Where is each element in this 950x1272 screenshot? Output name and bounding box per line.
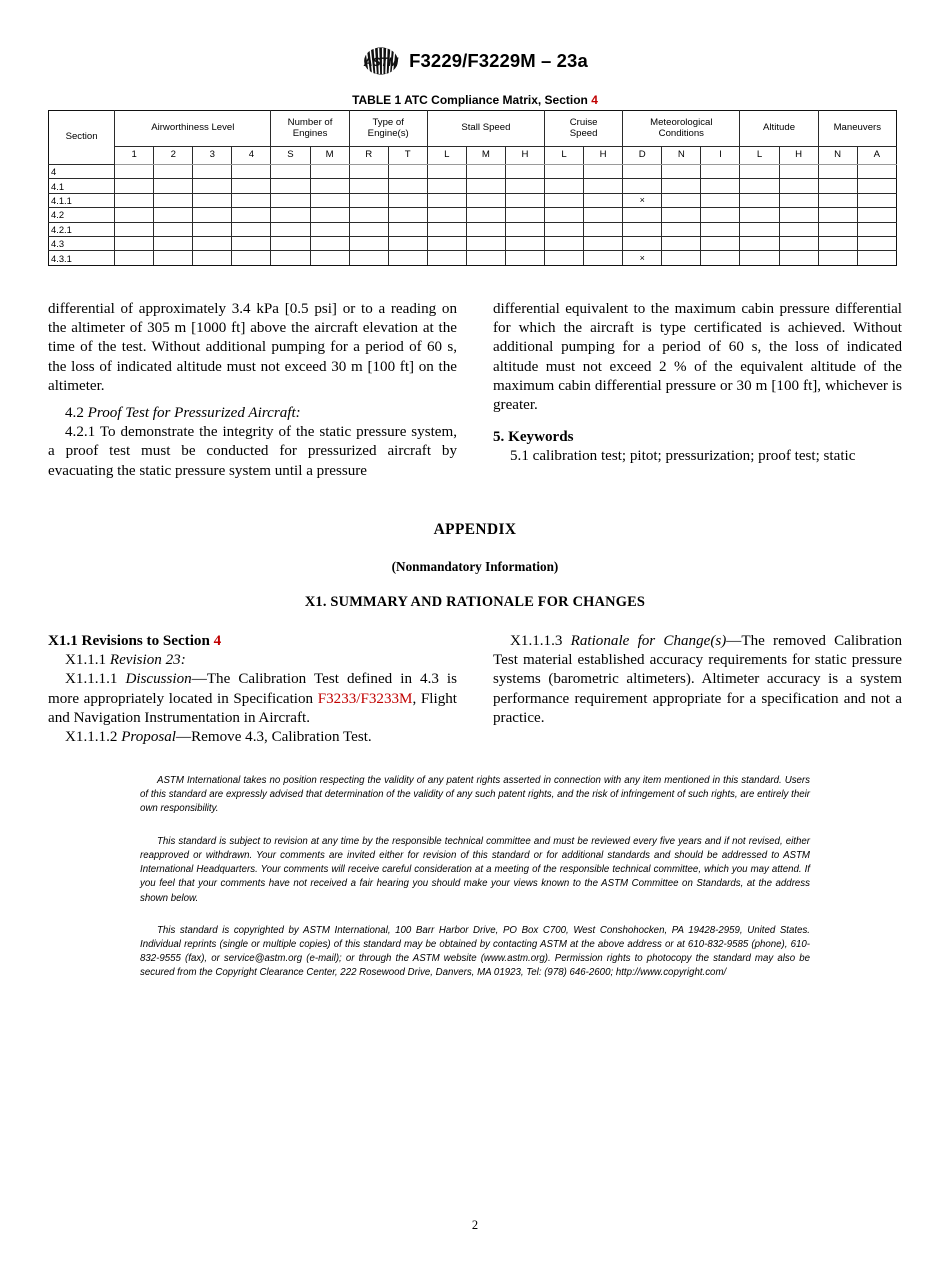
matrix-subheader-s-4: S <box>271 147 310 165</box>
matrix-cell-4.2-A-19 <box>857 208 896 222</box>
matrix-cell-4.2-H-12 <box>584 208 623 222</box>
matrix-row-4.2 <box>49 208 897 222</box>
matrix-cell-4.3-N-14 <box>662 236 701 250</box>
matrix-body <box>49 165 897 266</box>
matrix-cell-4.3-A-19 <box>857 236 896 250</box>
matrix-cell-4.2.1-L-11 <box>545 222 584 236</box>
matrix-cell-4.1.1-S-4 <box>271 193 310 207</box>
legal-copyright-notice <box>140 924 810 981</box>
matrix-cell-4.2-L-16 <box>740 208 779 222</box>
matrix-subheader-l-8: L <box>427 147 466 165</box>
matrix-cell-4.2.1-4-3 <box>232 222 271 236</box>
matrix-cell-4.3-4-3 <box>232 236 271 250</box>
matrix-cell-4.1-N-18 <box>818 179 857 193</box>
matrix-cell-4.3.1-M-5 <box>310 251 349 265</box>
paragraph-x1-1-1-3-text: —The removed Calibration Test material established accuracy requirements for static pressure systems (barometric altimeters). Altimeter accuracy is a system performance requirement appropriate for a specification and not a practice. <box>493 633 902 726</box>
table-title <box>0 93 950 107</box>
specification-reference-f3233: F3233/F3233M <box>317 690 413 707</box>
matrix-cell-4.1-2-1 <box>154 179 193 193</box>
matrix-cell-4.3-S-4 <box>271 236 310 250</box>
body-right-column <box>493 300 902 481</box>
matrix-cell-4.3.1-D-13 <box>623 251 662 265</box>
matrix-cell-4.2-N-18 <box>818 208 857 222</box>
matrix-cell-4-H-10 <box>505 165 544 179</box>
matrix-cell-4.3-1-0 <box>115 236 154 250</box>
matrix-row-4.1 <box>49 179 897 193</box>
document-header <box>0 46 950 76</box>
legal-revision-text: This standard is subject to revision at any time by the responsible technical committee and must be reviewed every five years and if not revised, either reapproved or withdrawn. Your comments are invited either for revision of this standard or for additional standards and should be addressed to ASTM International Headquarters. Your comments will receive careful consideration at a meeting of the responsible technical committee, which you may attend. If you feel that your comments have not received a fair hearing you should make your views known to the ASTM Committee on Standards, at the address shown below. <box>140 836 810 904</box>
matrix-cell-section-4.2: 4.2 <box>49 208 115 222</box>
matrix-cell-4.2.1-2-1 <box>154 222 193 236</box>
matrix-cell-4.2-L-11 <box>545 208 584 222</box>
matrix-cell-4.2.1-A-19 <box>857 222 896 236</box>
matrix-cell-4.2-M-5 <box>310 208 349 222</box>
matrix-cell-4.3-2-1 <box>154 236 193 250</box>
matrix-cell-4-H-12 <box>584 165 623 179</box>
matrix-subheader-n-18: N <box>818 147 857 165</box>
matrix-cell-4.1.1-T-7 <box>388 193 427 207</box>
matrix-cell-4.1-M-5 <box>310 179 349 193</box>
matrix-cell-4.3.1-4-3 <box>232 251 271 265</box>
matrix-cell-4.3.1-N-14 <box>662 251 701 265</box>
paragraph-x1-1-1-2-label: Proposal <box>121 728 176 745</box>
matrix-group-meteorological-conditions: Meteorological Conditions <box>623 111 740 147</box>
matrix-group-cruise-speed: Cruise Speed <box>545 111 623 147</box>
matrix-cell-4.3-L-16 <box>740 236 779 250</box>
matrix-cell-4.1.1-D-13 <box>623 193 662 207</box>
matrix-cell-4.3.1-1-0 <box>115 251 154 265</box>
heading-4-2 <box>48 404 457 423</box>
matrix-cell-4.1.1-M-9 <box>466 193 505 207</box>
matrix-cell-4.1.1-4-3 <box>232 193 271 207</box>
matrix-group-number-of-engines: Number of Engines <box>271 111 349 147</box>
matrix-subheader-4-3: 4 <box>232 147 271 165</box>
matrix-cell-4.3.1-R-6 <box>349 251 388 265</box>
legal-copyright-text: This standard is copyrighted by ASTM International, 100 Barr Harbor Drive, PO Box C700, West Conshohocken, PA 19428-2959, United States. Individual reprints (single or multiple copies) of this standard may be obtained by contacting ASTM at the above address or at 610-832-9585 (phone), 610-832-9555 (fax), or service@astm.org (e-mail); or through the ASTM website (www.astm.org). Permission rights to photocopy the standard may also be secured from the Copyright Clearance Center, 222 Rosewood Drive, Danvers, MA 01923, Tel: (978) 646-2600; http://www.copyright.com/ <box>140 925 810 979</box>
matrix-cell-4.1.1-H-17 <box>779 193 818 207</box>
matrix-cell-4.2.1-H-17 <box>779 222 818 236</box>
matrix-subheader-r-6: R <box>349 147 388 165</box>
matrix-cell-4.1-3-2 <box>193 179 232 193</box>
matrix-subheader-d-13: D <box>623 147 662 165</box>
matrix-cell-4-H-17 <box>779 165 818 179</box>
matrix-cell-4.1.1-1-0 <box>115 193 154 207</box>
matrix-cell-4.3.1-T-7 <box>388 251 427 265</box>
matrix-cell-section-4.1.1: 4.1.1 <box>49 193 115 207</box>
page-number: 2 <box>471 1218 479 1232</box>
main-body-columns <box>48 300 902 481</box>
appendix-right-column <box>493 632 902 747</box>
matrix-cell-4.1.1-H-12 <box>584 193 623 207</box>
matrix-cell-4.1.1-L-8 <box>427 193 466 207</box>
matrix-cell-4.1-L-8 <box>427 179 466 193</box>
matrix-cell-4.1.1-R-6 <box>349 193 388 207</box>
legal-revision-notice <box>140 835 810 906</box>
appendix-x1-heading: X1. SUMMARY AND RATIONALE FOR CHANGES <box>304 594 646 610</box>
matrix-cell-4.1.1-N-18 <box>818 193 857 207</box>
matrix-cell-4.2-N-14 <box>662 208 701 222</box>
heading-4-2-number: 4.2 <box>65 404 84 421</box>
matrix-cell-4.1-H-10 <box>505 179 544 193</box>
matrix-cell-4.1-L-11 <box>545 179 584 193</box>
matrix-cell-4.1.1-H-10 <box>505 193 544 207</box>
paragraph-x1-1-1-3-number: X1.1.1.3 <box>510 633 563 649</box>
matrix-cell-4.3.1-I-15 <box>701 251 740 265</box>
matrix-cell-4.2.1-I-15 <box>701 222 740 236</box>
matrix-cell-4-R-6 <box>349 165 388 179</box>
matrix-subheader-3-2: 3 <box>193 147 232 165</box>
matrix-cell-4.1-H-12 <box>584 179 623 193</box>
matrix-cell-4.3-D-13 <box>623 236 662 250</box>
matrix-group-maneuvers: Maneuvers <box>818 111 896 147</box>
section-5-keywords-heading: 5. Keywords <box>493 429 574 446</box>
matrix-cell-4.3-N-18 <box>818 236 857 250</box>
matrix-subheader-h-12: H <box>584 147 623 165</box>
appendix-title: APPENDIX <box>433 521 517 538</box>
matrix-cell-4.1.1-N-14 <box>662 193 701 207</box>
matrix-cell-4.3.1-N-18 <box>818 251 857 265</box>
matrix-cell-4-4-3 <box>232 165 271 179</box>
paragraph-x1-1-1-1-text-a: —The Calibration Test defined in 4.3 is more appropriately located in Specification <box>48 671 458 707</box>
matrix-cell-4.1-H-17 <box>779 179 818 193</box>
matrix-subheader-l-11: L <box>545 147 584 165</box>
matrix-row-4 <box>49 165 897 179</box>
table-title-text: TABLE 1 ATC Compliance Matrix, Section <box>352 93 592 107</box>
matrix-cell-4.2.1-H-12 <box>584 222 623 236</box>
matrix-cell-4-N-18 <box>818 165 857 179</box>
matrix-group-header-row <box>49 111 897 147</box>
astm-logo-icon <box>362 46 400 76</box>
appendix-subtitle: (Nonmandatory Information) <box>391 559 559 574</box>
matrix-cell-4.2.1-1-0 <box>115 222 154 236</box>
matrix-cell-4.2-4-3 <box>232 208 271 222</box>
appendix-left-column <box>48 632 457 747</box>
matrix-cell-4.2-L-8 <box>427 208 466 222</box>
matrix-subheader-2-1: 2 <box>154 147 193 165</box>
paragraph-x1-1-1-title: Revision 23: <box>109 652 186 669</box>
matrix-cell-4.3-T-7 <box>388 236 427 250</box>
matrix-subheader-h-17: H <box>779 147 818 165</box>
matrix-cell-4-I-15 <box>701 165 740 179</box>
paragraph-x1-1-1-3 <box>493 632 902 728</box>
matrix-cell-4-S-4 <box>271 165 310 179</box>
matrix-head <box>49 111 897 165</box>
matrix-cell-4.1.1-I-15 <box>701 193 740 207</box>
matrix-cell-4.1-S-4 <box>271 179 310 193</box>
matrix-row-4.2.1 <box>49 222 897 236</box>
matrix-cell-4.1-4-3 <box>232 179 271 193</box>
matrix-cell-4-M-5 <box>310 165 349 179</box>
matrix-cell-4.3.1-A-19 <box>857 251 896 265</box>
heading-x1-1-text: X1.1 Revisions to Section <box>48 633 214 649</box>
body-left-column <box>48 300 457 481</box>
matrix-subheader-h-10: H <box>505 147 544 165</box>
matrix-cell-4.2-1-0 <box>115 208 154 222</box>
paragraph-5-1-keywords: 5.1 calibration test; pitot; pressurization; proof test; static <box>510 448 856 465</box>
matrix-cell-4-2-1 <box>154 165 193 179</box>
matrix-row-4.1.1 <box>49 193 897 207</box>
matrix-subheader-t-7: T <box>388 147 427 165</box>
matrix-cell-4.2.1-L-16 <box>740 222 779 236</box>
matrix-subheader-1-0: 1 <box>115 147 154 165</box>
matrix-cell-4.1.1-A-19 <box>857 193 896 207</box>
table-title-section-ref: 4 <box>591 93 598 107</box>
matrix-cell-4.2-D-13 <box>623 208 662 222</box>
matrix-cell-4.3.1-H-17 <box>779 251 818 265</box>
matrix-cell-4-L-11 <box>545 165 584 179</box>
matrix-cell-4.3.1-3-2 <box>193 251 232 265</box>
matrix-cell-4.1-L-16 <box>740 179 779 193</box>
matrix-cell-4.2-H-17 <box>779 208 818 222</box>
heading-x1-1 <box>48 632 457 651</box>
matrix-cell-4.1-M-9 <box>466 179 505 193</box>
paragraph-x1-1-1-2-text: —Remove 4.3, Calibration Test. <box>176 728 372 745</box>
matrix-cell-4.1-1-0 <box>115 179 154 193</box>
matrix-group-airworthiness-level: Airworthiness Level <box>115 111 271 147</box>
matrix-cell-4.2.1-3-2 <box>193 222 232 236</box>
matrix-cell-4.3-H-12 <box>584 236 623 250</box>
paragraph-x1-1-1-number: X1.1.1 <box>65 652 107 669</box>
matrix-cell-4.2-R-6 <box>349 208 388 222</box>
matrix-cell-4.2.1-D-13 <box>623 222 662 236</box>
paragraph-x1-1-1-1-number: X1.1.1.1 <box>65 671 118 688</box>
paragraph-x1-1-1-1-label: Discussion <box>125 671 192 688</box>
matrix-cell-4.2.1-M-9 <box>466 222 505 236</box>
matrix-cell-4.3.1-L-16 <box>740 251 779 265</box>
matrix-mark: × <box>639 252 645 263</box>
matrix-cell-4.1.1-M-5 <box>310 193 349 207</box>
document-designation: F3229/F3229M – 23a <box>409 50 588 71</box>
matrix-cell-4.2.1-N-14 <box>662 222 701 236</box>
matrix-cell-4-L-8 <box>427 165 466 179</box>
matrix-cell-4.3-R-6 <box>349 236 388 250</box>
matrix-subheader-a-19: A <box>857 147 896 165</box>
matrix-cell-section-4: 4 <box>49 165 115 179</box>
matrix-cell-4.3.1-H-10 <box>505 251 544 265</box>
legal-patent-text: ASTM International takes no position respecting the validity of any patent rights asserted in connection with any item mentioned in this standard. Users of this standard are expressly advised that determination of the validity of any such patent rights, and the risk of infringement of such rights, are entirely their own responsibility. <box>140 775 810 815</box>
matrix-cell-4.1.1-L-11 <box>545 193 584 207</box>
matrix-cell-4.3-L-8 <box>427 236 466 250</box>
paragraph-x1-1-1 <box>48 651 457 670</box>
matrix-cell-4.2-H-10 <box>505 208 544 222</box>
paragraph-x1-1-1-2 <box>48 728 457 747</box>
matrix-cell-4.2-I-15 <box>701 208 740 222</box>
atc-compliance-matrix-table <box>48 110 897 266</box>
matrix-cell-4.3-H-10 <box>505 236 544 250</box>
matrix-cell-4.1.1-2-1 <box>154 193 193 207</box>
matrix-row-4.3.1 <box>49 251 897 265</box>
matrix-cell-4.3-H-17 <box>779 236 818 250</box>
paragraph-4-2-1: 4.2.1 To demonstrate the integrity of the static pressure system, a proof test must be conducted for pressurized aircraft by evacuating the static pressure system until a pressure <box>48 424 457 479</box>
matrix-cell-4.1-A-19 <box>857 179 896 193</box>
heading-x1-1-section-ref: 4 <box>213 633 222 649</box>
matrix-cell-4.2-S-4 <box>271 208 310 222</box>
matrix-cell-4-3-2 <box>193 165 232 179</box>
matrix-cell-4-M-9 <box>466 165 505 179</box>
matrix-cell-4.1-I-15 <box>701 179 740 193</box>
matrix-cell-4-L-16 <box>740 165 779 179</box>
svg-text:ASTM: ASTM <box>363 55 399 70</box>
paragraph-x1-1-1-1-text-b: , Flight and Navigation Instrumentation in Aircraft. <box>48 690 457 726</box>
matrix-cell-4.1.1-3-2 <box>193 193 232 207</box>
matrix-cell-4.2-M-9 <box>466 208 505 222</box>
matrix-subheader-n-14: N <box>662 147 701 165</box>
matrix-cell-4.3.1-M-9 <box>466 251 505 265</box>
matrix-cell-4.2.1-N-18 <box>818 222 857 236</box>
matrix-subheader-m-9: M <box>466 147 505 165</box>
matrix-cell-4.2.1-M-5 <box>310 222 349 236</box>
matrix-cell-4.3-M-9 <box>466 236 505 250</box>
matrix-cell-section-4.2.1: 4.2.1 <box>49 222 115 236</box>
matrix-cell-4.2-2-1 <box>154 208 193 222</box>
matrix-cell-4.2-3-2 <box>193 208 232 222</box>
matrix-subheader-i-15: I <box>701 147 740 165</box>
matrix-cell-4.3-M-5 <box>310 236 349 250</box>
matrix-cell-4.2.1-S-4 <box>271 222 310 236</box>
matrix-row-4.3 <box>49 236 897 250</box>
matrix-group-stall-speed: Stall Speed <box>427 111 544 147</box>
compliance-matrix-wrapper <box>48 110 897 266</box>
matrix-cell-section-4.3: 4.3 <box>49 236 115 250</box>
matrix-cell-4-1-0 <box>115 165 154 179</box>
matrix-group-altitude: Altitude <box>740 111 818 147</box>
paragraph-continued-right: differential equivalent to the maximum cabin pressure differential for which the aircraft is type certificated is achieved. Without additional pumping for a period of 60 s, the loss of indicated altitude must not exceed 2 % of the equivalent altitude of the maximum cabin differential pressure or 30 m [100 ft], whichever is greater. <box>493 301 902 413</box>
matrix-cell-4.3-I-15 <box>701 236 740 250</box>
matrix-subheader-row <box>49 147 897 165</box>
matrix-cell-4.1-R-6 <box>349 179 388 193</box>
matrix-cell-4.3.1-L-11 <box>545 251 584 265</box>
matrix-cell-4.2-T-7 <box>388 208 427 222</box>
matrix-cell-4.1.1-L-16 <box>740 193 779 207</box>
matrix-cell-4.2.1-R-6 <box>349 222 388 236</box>
matrix-cell-section-4.3.1: 4.3.1 <box>49 251 115 265</box>
matrix-cell-4-D-13 <box>623 165 662 179</box>
matrix-cell-4.2.1-L-8 <box>427 222 466 236</box>
appendix-body-columns <box>48 632 902 747</box>
matrix-cell-4.3-3-2 <box>193 236 232 250</box>
matrix-cell-4.1-N-14 <box>662 179 701 193</box>
matrix-cell-4.3.1-L-8 <box>427 251 466 265</box>
matrix-cell-4.3.1-H-12 <box>584 251 623 265</box>
matrix-group-type-of-engines: Type of Engine(s) <box>349 111 427 147</box>
paragraph-continued-left: differential of approximately 3.4 kPa [0.5 psi] or to a reading on the altimeter of 305 m [1000 ft] above the aircraft elevation at the time of the test. Without additional pumping for a period of 60 s, the loss of indicated altitude must not exceed 30 m [100 ft] on the altimeter. <box>48 301 457 394</box>
paragraph-x1-1-1-2-number: X1.1.1.2 <box>65 728 118 745</box>
matrix-subheader-l-16: L <box>740 147 779 165</box>
matrix-cell-4.1-T-7 <box>388 179 427 193</box>
matrix-cell-4.2.1-H-10 <box>505 222 544 236</box>
matrix-cell-4.3.1-S-4 <box>271 251 310 265</box>
paragraph-x1-1-1-3-label: Rationale for Change(s) <box>570 633 727 649</box>
matrix-cell-4-T-7 <box>388 165 427 179</box>
matrix-cell-4.3-L-11 <box>545 236 584 250</box>
matrix-col-section: Section <box>49 111 115 165</box>
matrix-subheader-m-5: M <box>310 147 349 165</box>
matrix-cell-section-4.1: 4.1 <box>49 179 115 193</box>
matrix-cell-4.3.1-2-1 <box>154 251 193 265</box>
matrix-cell-4.1-D-13 <box>623 179 662 193</box>
matrix-cell-4.2.1-T-7 <box>388 222 427 236</box>
matrix-cell-4-A-19 <box>857 165 896 179</box>
paragraph-x1-1-1-1 <box>48 670 457 728</box>
legal-patent-notice <box>140 774 810 816</box>
matrix-cell-4-N-14 <box>662 165 701 179</box>
matrix-mark: × <box>639 194 645 205</box>
heading-4-2-title: Proof Test for Pressurized Aircraft: <box>87 404 301 421</box>
